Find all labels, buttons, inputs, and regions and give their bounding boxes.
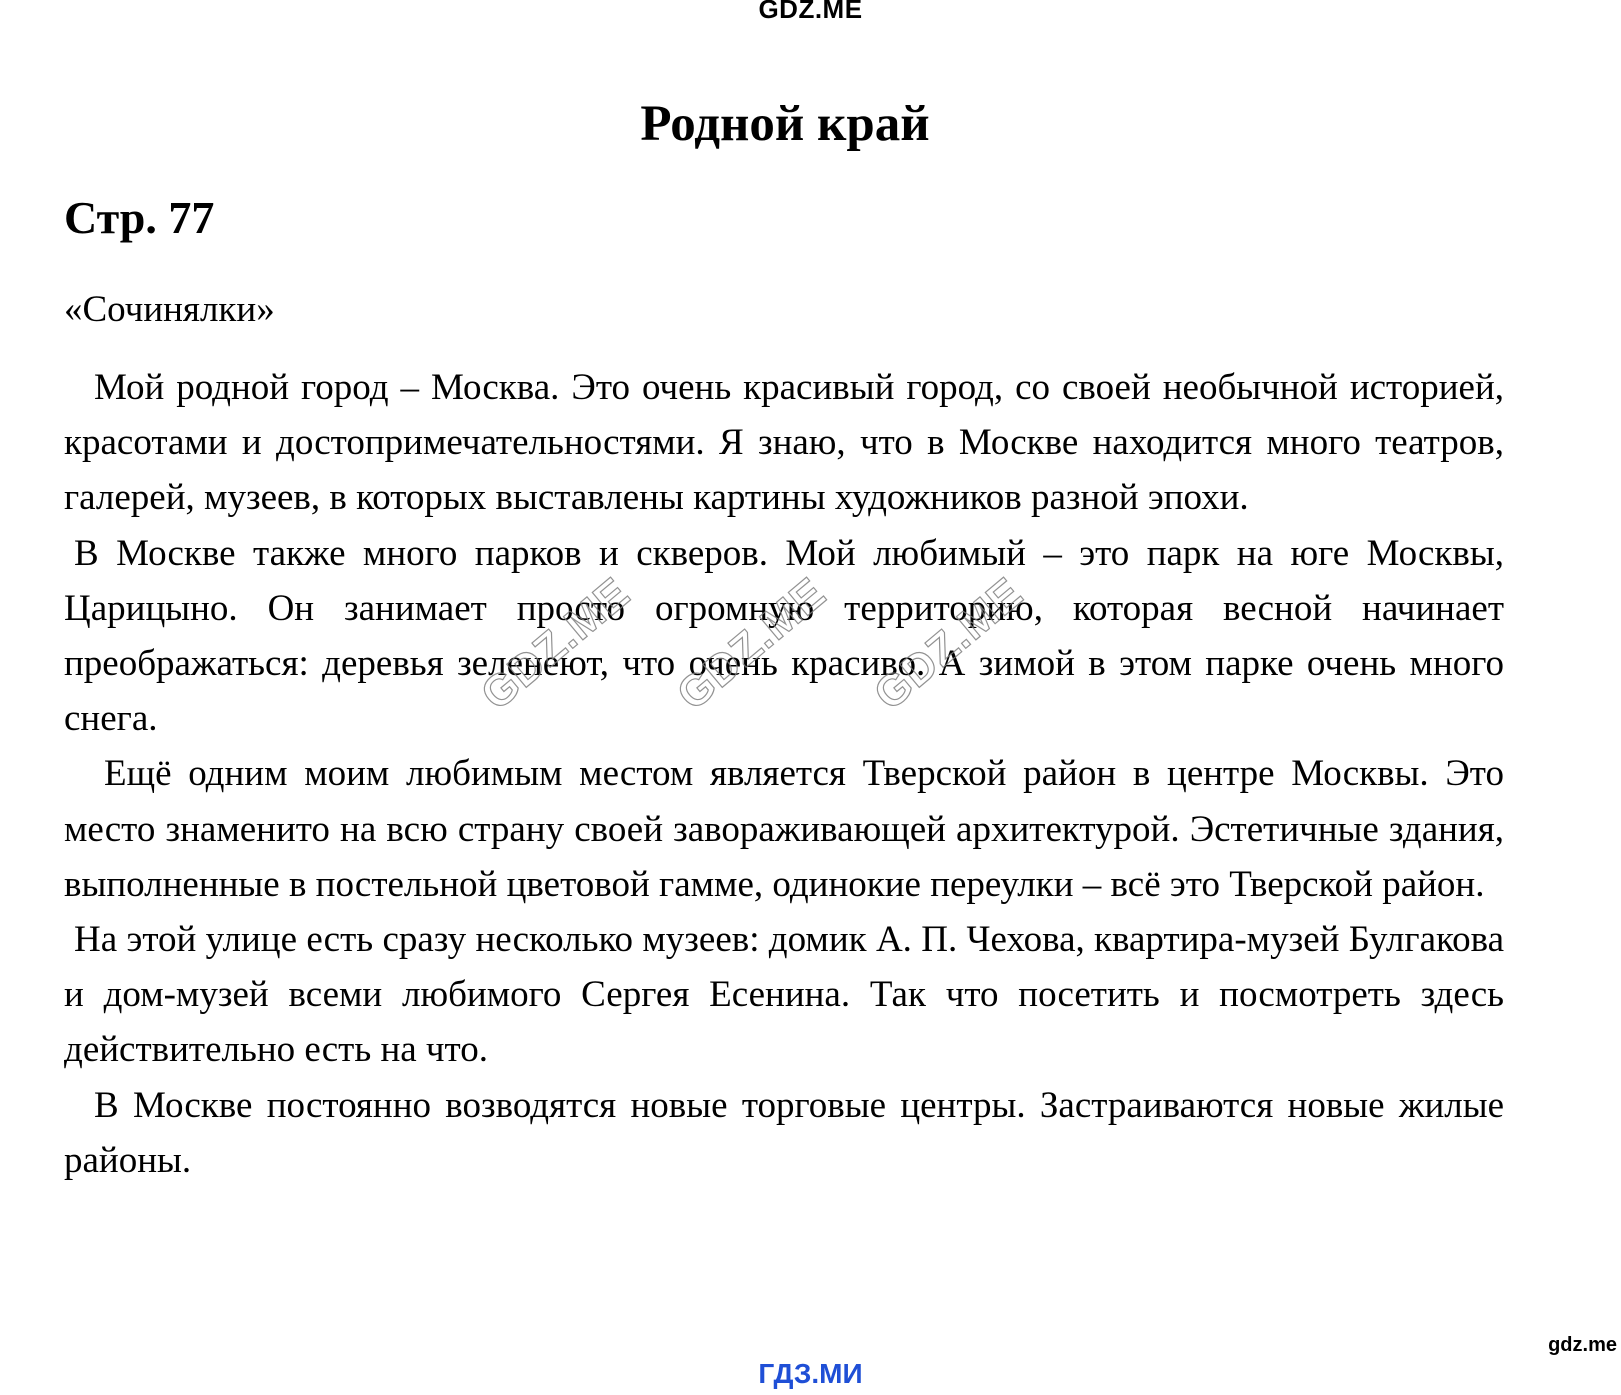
- diagonal-watermark: GDZ.ME: [865, 568, 1033, 720]
- site-watermark-top: GDZ.ME: [758, 0, 863, 24]
- page-title: Родной край: [640, 96, 930, 152]
- diagonal-watermark: GDZ.ME: [668, 568, 836, 720]
- essay-body: [64, 360, 1504, 1188]
- page-number-heading: Стр. 77: [64, 192, 215, 243]
- paragraph: В Москве постоянно возводятся новые торговые центры. Застраиваются новые жилые районы.: [64, 1084, 1504, 1181]
- paragraph: В Москве также много парков и скверов. Мой любимый – это парк на юге Москвы, Царицыно. Он занимает просто огромную территорию, которая весной начинает преображаться: деревья зеленеют, что очень красиво. А зимой в этом парке очень много снега.: [64, 532, 1504, 740]
- paragraph: Мой родной город – Москва. Это очень красивый город, со своей необычной историей, красотами и достопримечательностями. Я знаю, что в Москве находится много театров, галерей, музеев, в которых выставлены картины художников разной эпохи.: [64, 367, 1504, 519]
- paragraph: Ещё одним моим любимым местом является Тверской район в центре Москвы. Это место знаменито на всю страну своей завораживающей архитектурой. Эстетичные здания, выполненные в постельной цветовой гамме, одинокие переулки – всё это Тверской район.: [64, 753, 1504, 905]
- diagonal-watermark: GDZ.ME: [472, 568, 640, 720]
- paragraph: На этой улице есть сразу несколько музеев: домик А. П. Чехова, квартира-музей Булгакова и дом-музей всеми любимого Сергея Есенина. Так что посетить и посмотреть здесь действительно есть на что.: [64, 919, 1504, 1071]
- site-watermark-bottom: ГДЗ.МИ: [758, 1358, 863, 1389]
- section-subtitle: «Сочинялки»: [64, 289, 275, 330]
- site-watermark-side: gdz.me: [1548, 1334, 1617, 1356]
